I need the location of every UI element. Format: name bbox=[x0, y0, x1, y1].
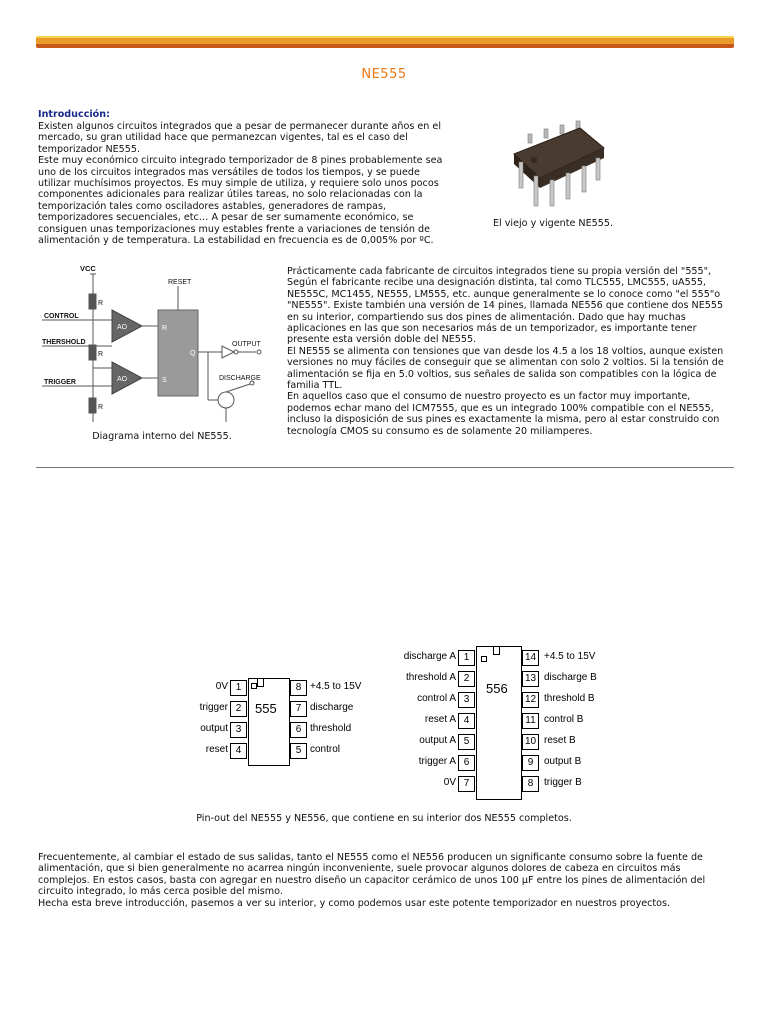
pin-row bbox=[398, 671, 638, 687]
pin-label: output bbox=[200, 723, 228, 734]
pin-number: 1 bbox=[230, 680, 247, 696]
ic-555-name: 555 bbox=[255, 701, 277, 716]
pin-number: 3 bbox=[230, 722, 247, 738]
pin-label: +4.5 to 15V bbox=[544, 651, 596, 662]
pin-label: 0V bbox=[215, 681, 228, 692]
page-title: NE555 bbox=[361, 67, 407, 82]
pin-row bbox=[398, 776, 638, 792]
pin-row bbox=[398, 650, 638, 666]
pin-row bbox=[196, 743, 376, 759]
bottom-paragraph: Frecuentemente, al cambiar el estado de sus salidas, tanto el NE555 como el NE556 producen un significante consumo sobre la fuente de alimentación, que si bien generalmente no acarrea ningún inconveniente, suele provocar algunos dolores de cabeza en circuitos más complejos. En estos casos, basta con agregar en nuestro diseño un capacitor cerámico de unos 100 µF entre los pines de alimentación del circuito integrado, lo más cerca posible del mismo. Hecha esta breve introducción, pasemos a ver su interior, y como podemos usar este potente temporizador en nuestros proyectos. bbox=[38, 852, 706, 909]
pin-label: threshold bbox=[310, 723, 352, 734]
pin-number: 9 bbox=[522, 755, 539, 771]
comparator-2-label: AO bbox=[117, 376, 128, 383]
pin-label: control A bbox=[417, 693, 456, 704]
pin-label: trigger A bbox=[418, 756, 456, 767]
flip-flop bbox=[158, 310, 198, 396]
ff-q-label: Q bbox=[190, 350, 196, 357]
reset-label: RESET bbox=[168, 279, 192, 286]
comparator-1 bbox=[112, 310, 142, 342]
output-label: OUTPUT bbox=[232, 341, 261, 348]
pin-row bbox=[398, 755, 638, 771]
pin-number: 5 bbox=[458, 734, 475, 750]
pin-label: discharge A bbox=[403, 651, 456, 662]
pin-number: 10 bbox=[522, 734, 539, 750]
pinout-caption: Pin-out del NE555 y NE556, que contiene en su interior dos NE555 completos. bbox=[196, 813, 572, 824]
pin-number: 3 bbox=[458, 692, 475, 708]
discharge-label: DISCHARGE bbox=[219, 375, 261, 382]
resistor-3 bbox=[89, 398, 103, 413]
ne555-chip-photo bbox=[500, 118, 612, 213]
output-terminal bbox=[257, 350, 261, 354]
pin-label: trigger B bbox=[544, 777, 582, 788]
pin-label: reset A bbox=[424, 714, 456, 725]
threshold-label: THERSHOLD bbox=[42, 339, 86, 346]
discharge-collector-wire bbox=[226, 384, 250, 392]
pin-label: output A bbox=[419, 735, 456, 746]
pin-row bbox=[196, 722, 376, 738]
pin-label: 0V bbox=[443, 777, 456, 788]
right-paragraph: Prácticamente cada fabricante de circuitos integrados tiene su propia versión del "555", Según el fabricante recibe una designación distinta, tal como TLC555, LMC555, uA555, NE555C, MC1455, NE555, LM555, etc. aunque generalmente se lo conoce como "el 555"o "NE555". Existe también una versión de 14 pines, llamada NE556 que contiene dos NE555 en su interior, compartiendo sus dos pines de alimentación. Dado que hay muchas aplicaciones en las que son necesarios más de un temporizador, es importante tener presente esta versión doble del NE555. El NE555 se alimenta con tensiones que van desde los 4.5 a los 18 voltios, aunque existen versiones no muy fáciles de conseguir que se alimentan con solo 2 voltios. Si la tensión de alimentación se fija en 5.0 voltios, sus señales de salida son compatibles con la lógica de familia TTL. En aquellos caso que el consumo de nuestro proyecto es un factor muy importante, podemos echar mano del ICM7555, que es un integrado 100% compatible con el NE555, incluso la disposición de sus pines es exactamente la misma, pero al estar construido con tecnología CMOS su consumo es de solamente 20 miliamperes. bbox=[287, 266, 724, 437]
trigger-label: TRIGGER bbox=[44, 379, 76, 386]
diagram-caption: Diagrama interno del NE555. bbox=[92, 431, 232, 442]
pin-number: 7 bbox=[458, 776, 475, 792]
pin-label: discharge B bbox=[544, 672, 597, 683]
internal-diagram bbox=[38, 262, 270, 430]
resistor-1 bbox=[89, 294, 103, 309]
resistor-2-label: R bbox=[98, 351, 104, 358]
pin-number: 7 bbox=[290, 701, 307, 717]
pin-row bbox=[398, 734, 638, 750]
pin-number: 14 bbox=[522, 650, 539, 666]
resistor-2 bbox=[89, 345, 103, 360]
pin-row bbox=[196, 701, 376, 717]
pin-number: 6 bbox=[458, 755, 475, 771]
top-decorative-bar bbox=[36, 36, 734, 48]
control-label: CONTROL bbox=[44, 313, 79, 320]
section-divider bbox=[36, 467, 734, 468]
pin-row bbox=[196, 680, 376, 696]
resistor-3-label: R bbox=[98, 404, 104, 411]
ic-556-name: 556 bbox=[486, 681, 508, 696]
pin-number: 2 bbox=[230, 701, 247, 717]
pin-number: 4 bbox=[230, 743, 247, 759]
pin-number: 2 bbox=[458, 671, 475, 687]
pin-label: output B bbox=[544, 756, 582, 767]
pin-number: 8 bbox=[290, 680, 307, 696]
intro-paragraph: Existen algunos circuitos integrados que a pesar de permanecer durante años en el mercado, su gran utilidad hace que permanezcan vigentes, tal es el caso del temporizador NE555. Este muy económico circuito integrado temporizador de 8 pines probablemente sea uno de los circuitos integrados mas versátiles de todos los tiempos, y se puede utilizar muchísimos proyectos. Es muy simple de utiliza, y requiere solo unos pocos componentes adicionales para realizar útiles tareas, no solo relacionadas con la temporización tales como osciladores astables, generadores de rampas, temporizadores secuenciales, etc… A pesar de ser sumamente económico, se consiguen unas temporizaciones muy estables frente a variaciones de tensión de alimentación y de temperatura. La estabilidad en frecuencia es de 0,005% por ºC. bbox=[38, 121, 443, 247]
pin-row bbox=[398, 692, 638, 708]
ff-s-label: S bbox=[162, 377, 167, 384]
vcc-label: VCC bbox=[80, 264, 96, 273]
pinout-556 bbox=[398, 646, 638, 796]
pin-label: control bbox=[310, 744, 341, 755]
pinout-555 bbox=[196, 678, 376, 768]
pin-label: +4.5 to 15V bbox=[310, 681, 362, 692]
pin-number: 8 bbox=[522, 776, 539, 792]
comparator-1-label: AO bbox=[117, 324, 128, 331]
chip-notch-dot bbox=[531, 157, 537, 163]
pin-label: control B bbox=[544, 714, 584, 725]
pin-number: 13 bbox=[522, 671, 539, 687]
chip-caption: El viejo y vigente NE555. bbox=[492, 218, 614, 229]
ff-r-label: R bbox=[162, 325, 168, 332]
pin-number: 5 bbox=[290, 743, 307, 759]
pin-number: 12 bbox=[522, 692, 539, 708]
pin-label: threshold B bbox=[544, 693, 595, 704]
pin-label: reset bbox=[205, 744, 228, 755]
comparator-2 bbox=[112, 362, 142, 394]
pin-row bbox=[398, 713, 638, 729]
pin-label: discharge bbox=[310, 702, 354, 713]
pin-number: 1 bbox=[458, 650, 475, 666]
pin-number: 6 bbox=[290, 722, 307, 738]
pin-label: threshold A bbox=[405, 672, 456, 683]
discharge-transistor bbox=[218, 392, 234, 408]
intro-heading: Introducción: bbox=[38, 109, 110, 120]
pin-label: trigger bbox=[199, 702, 228, 713]
pin-label: reset B bbox=[544, 735, 576, 746]
pin-number: 4 bbox=[458, 713, 475, 729]
resistor-1-label: R bbox=[98, 300, 104, 307]
pin-number: 11 bbox=[522, 713, 539, 729]
